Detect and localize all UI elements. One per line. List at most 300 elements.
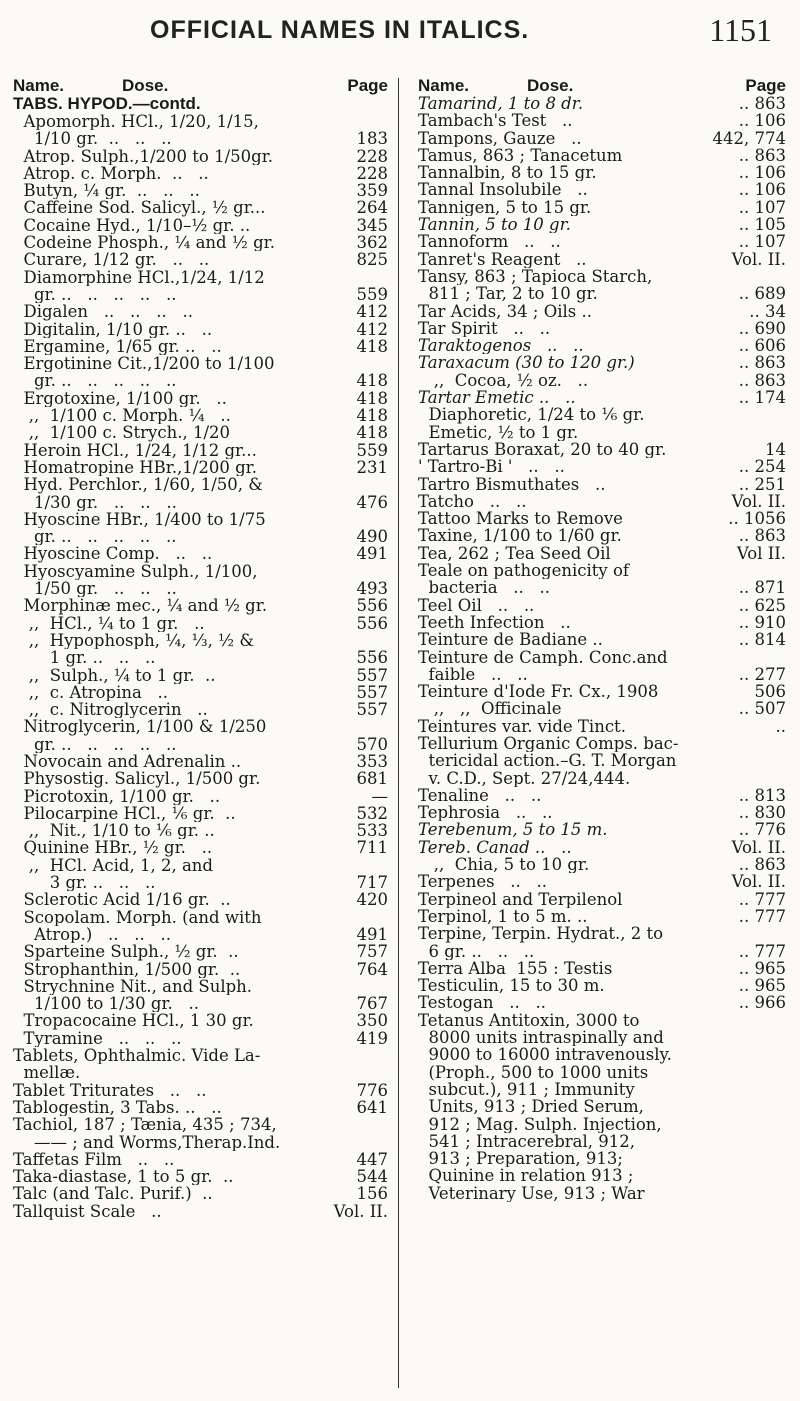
index-entry-line [418,1116,786,1133]
entry-page-ref: .. 965 [738,958,786,978]
index-entry-line [418,216,786,233]
running-head [0,10,800,58]
entry-text: Nitroglycerin, 1/100 & 1/250 [13,718,267,736]
entry-text: Taffetas Film .. .. [13,1150,175,1169]
index-entry-line [13,321,388,338]
entry-text: ,, c. Atropina .. [13,683,169,702]
entry-text: (Proph., 500 to 1000 units [418,1063,649,1081]
index-entry-line [13,1012,388,1029]
entry-text: Testiculin, 15 to 30 m. [418,977,605,995]
entry-text: Heroin HCl., 1/24, 1/12 gr... [13,441,257,459]
entry-text: Teinture de Badiane .. [418,631,603,649]
entry-text: 8000 units intraspinally and [418,1029,664,1047]
entry-text: Hyoscine Comp. .. .. [13,545,213,563]
entry-page-ref: 491 [356,924,388,944]
index-entry-line [418,1185,786,1202]
index-entry-line [13,770,388,787]
entry-page-ref: 825 [356,250,388,270]
index-entry-line [418,752,786,769]
index-entry-line [418,821,786,838]
entry-page-ref: .. 871 [738,578,786,598]
entry-page-ref: 556 [356,613,388,633]
entry-text: Physostig. Salicyl., 1/500 gr. [13,770,261,788]
entry-text: subcut.), 911 ; Immunity [418,1080,635,1099]
index-entry-line [13,1116,388,1133]
index-entry-line [13,269,388,286]
entry-text: Talc (and Talc. Purif.) .. [13,1185,213,1203]
entry-text: 541 ; Intracerebral, 912, [418,1132,635,1151]
entry-page-ref: .. 105 [738,215,786,235]
entry-text: Butyn, ¼ gr. .. .. .. [13,182,200,200]
entry-text: Atrop.) .. .. .. [13,925,171,944]
entry-text: ,, 1/100 c. Strych., 1/20 [13,424,231,442]
index-entry-line [13,632,388,649]
entry-page-ref: 231 [356,457,388,477]
index-entry-line [13,701,388,718]
index-entry-line [13,926,388,943]
entry-page-ref: 490 [356,527,388,547]
entry-text: 1/100 to 1/30 gr. .. [13,995,199,1013]
index-entry-line [13,597,388,614]
index-entry-line [13,822,388,839]
index-entry-line [418,527,786,544]
index-entry-line [418,112,786,129]
entry-text: Teeth Infection .. [418,613,571,632]
section-heading: TABS. HYPOD.—contd. [13,94,201,113]
index-entry-line [418,130,786,147]
index-entry-line [418,994,786,1011]
entry-page-ref: 532 [356,803,388,823]
entry-text: Tattoo Marks to Remove [418,510,623,528]
entry-text: Tallquist Scale .. [13,1202,162,1220]
entry-page-ref: Vol. II. [731,249,786,269]
right-entry-list [418,95,786,1202]
entry-page-ref: 559 [356,284,388,304]
entry-text: Tyramine .. .. .. [13,1029,182,1048]
index-entry-line [418,458,786,475]
index-entry-line [13,943,388,960]
entry-page-ref: 156 [356,1184,388,1204]
entry-text: Taraktogenos .. .. [418,337,584,355]
entry-text: Tephrosia .. .. [418,804,553,822]
index-entry-line [418,320,786,337]
entry-text: —— ; and Worms,Therap.Ind. [13,1133,281,1151]
index-entry-line [13,580,388,597]
entry-text: gr. .. .. .. .. .. [13,372,177,390]
index-entry-line [13,615,388,632]
entry-text: Diaphoretic, 1/24 to ⅙ gr. [418,406,645,424]
index-entry-line [13,839,388,856]
entry-page-ref: 491 [356,544,388,564]
entry-text: Teale on pathogenicity of [418,562,629,580]
index-entry-line [418,268,786,285]
entry-text: Apomorph. HCl., 1/20, 1/15, [13,113,259,131]
entry-text: Teinture de Camph. Conc.and [418,648,668,666]
entry-page-ref: .. 966 [738,993,786,1013]
entry-page-ref: .. 107 [738,232,786,252]
entry-text: Hyoscyamine Sulph., 1/100, [13,562,258,581]
entry-text: Tablet Triturates .. .. [13,1081,207,1099]
index-entry-line [418,1012,786,1029]
entry-page-ref: 711 [356,838,388,858]
index-entry-line [13,1082,388,1099]
index-entry-line [13,805,388,822]
entry-text: gr. .. .. .. .. .. [13,285,177,304]
entry-text: Emetic, ½ to 1 gr. [418,423,579,441]
index-entry-line [13,511,388,528]
index-entry-line [13,338,388,355]
entry-text: Tartro Bismuthates .. [418,475,606,493]
entry-text: Taka-diastase, 1 to 5 gr. .. [13,1168,234,1186]
entry-text: Units, 913 ; Dried Serum, [418,1098,644,1116]
entry-text: ' Tartro-Bi ' .. .. [418,458,565,476]
entry-text: Tar Spirit .. .. [418,319,551,338]
entry-page-ref: 559 [356,440,388,460]
entry-text: ,, ,, Officinale [418,700,562,718]
index-entry-line [418,891,786,908]
index-entry-line [418,579,786,596]
index-entry-line [418,908,786,925]
entry-page-ref: .. 174 [738,388,786,408]
entry-page-ref: .. 777 [738,889,786,909]
entry-page-ref: 570 [356,734,388,754]
entry-text: Testogan .. .. [418,994,546,1012]
entry-page-ref: 228 [356,163,388,183]
index-entry-line [418,666,786,683]
column-divider [398,78,399,1388]
entry-page-ref: .. 1056 [728,509,786,529]
entry-text: ,, Chia, 5 to 10 gr. [418,856,590,874]
index-entry-line [13,130,388,147]
entry-text: v. C.D., Sept. 27/24,444. [418,769,631,787]
left-column [13,76,388,1220]
index-entry-line [418,354,786,371]
index-entry-line [13,148,388,165]
colhead-dose: Dose. [122,76,169,95]
entry-text: Terpineol and Terpilenol [418,890,623,908]
index-entry-line [13,874,388,891]
entry-text: Tropacocaine HCl., 1 30 gr. [13,1012,254,1030]
index-entry-line [418,1081,786,1098]
index-entry-line [13,494,388,511]
index-entry-line [13,303,388,320]
entry-text: Tanret's Reagent .. [418,250,587,268]
entry-page-ref: 418 [356,423,388,443]
entry-page-ref: .. 251 [738,474,786,494]
entry-page-ref: 418 [356,388,388,408]
index-entry-line [418,735,786,752]
left-entry-list [13,113,388,1220]
index-entry-line [13,199,388,216]
index-entry-line [418,925,786,942]
index-entry-line [418,233,786,250]
index-entry-line [418,718,786,735]
index-entry-line [13,753,388,770]
entry-page-ref: Vol II. [736,543,786,563]
index-entry-line [418,1133,786,1150]
colhead-page: Page [745,76,786,95]
entry-text: Tablets, Ophthalmic. Vide La- [13,1047,261,1065]
entry-text: Teintures var. vide Tinct. [418,717,626,735]
entry-page-ref: 418 [356,371,388,391]
index-entry-line [13,1047,388,1064]
entry-text: Pilocarpine HCl., ⅙ gr. .. [13,804,236,823]
entry-text: Codeine Phosph., ¼ and ½ gr. [13,234,275,252]
entry-text: Tannalbin, 8 to 15 gr. [418,164,597,182]
index-entry-line [13,459,388,476]
index-entry-line [13,684,388,701]
index-entry-line [13,1099,388,1116]
entry-page-ref: .. 863 [738,94,786,113]
entry-text: Strophanthin, 1/500 gr. .. [13,960,241,978]
entry-page-ref: .. 507 [738,699,786,719]
index-entry-line [418,787,786,804]
entry-text: Tea, 262 ; Tea Seed Oil [418,544,611,563]
entry-text: ,, Hypophosph, ¼, ⅓, ½ & [13,631,255,650]
entry-text: ,, c. Nitroglycerin .. [13,701,208,719]
index-entry-line [418,147,786,164]
entry-text: 1/50 gr. .. .. .. [13,580,177,598]
entry-text: Picrotoxin, 1/100 gr. .. [13,787,221,805]
index-entry-line [418,683,786,700]
entry-text: Tannoform .. .. [418,233,561,251]
entry-text: Atrop. c. Morph. .. .. [13,164,209,183]
entry-text: faible .. .. [418,665,528,684]
entry-page-ref: .. 106 [738,163,786,183]
entry-page-ref: 362 [356,233,388,253]
entry-text: Tellurium Organic Comps. bac- [418,734,679,753]
entry-page-ref: 420 [356,890,388,910]
entry-page-ref: .. 863 [738,145,786,165]
index-entry-line [418,510,786,527]
entry-text: Tartarus Boraxat, 20 to 40 gr. [418,440,667,459]
entry-page-ref: .. 277 [738,664,786,684]
entry-page-ref: 757 [356,942,388,962]
index-entry-line [418,441,786,458]
entry-text: ,, Cocoa, ½ oz. .. [418,371,589,390]
entry-page-ref: .. 34 [749,301,786,321]
index-entry-line [13,978,388,995]
index-entry-line [13,1203,388,1220]
index-entry-line [13,165,388,182]
entry-text: Teel Oil .. .. [418,596,535,614]
index-entry-line [418,631,786,648]
entry-text: Taxine, 1/100 to 1/60 gr. [418,527,622,545]
entry-page-ref: 681 [356,769,388,789]
index-entry-line [13,476,388,493]
index-entry-line [13,788,388,805]
index-entry-line [418,95,786,112]
index-entry-line [418,545,786,562]
entry-page-ref: .. 863 [738,353,786,373]
entry-text: Tetanus Antitoxin, 3000 to [418,1011,640,1030]
index-entry-line [13,909,388,926]
entry-text: tericidal action.–G. T. Morgan [418,752,677,770]
entry-page-ref: Vol. II. [731,837,786,857]
entry-page-ref: .. 107 [738,197,786,217]
entry-page-ref: .. 910 [738,612,786,632]
entry-text: 9000 to 16000 intravenously. [418,1046,672,1064]
index-entry-line [13,528,388,545]
entry-page-ref: .. 830 [738,803,786,823]
entry-text: Terpenes .. .. [418,873,548,891]
entry-page-ref: 556 [356,596,388,616]
index-entry-line [418,337,786,354]
index-entry-line [418,597,786,614]
entry-page-ref: Vol. II. [333,1201,388,1221]
index-entry-line [13,286,388,303]
entry-text: Morphinæ mec., ¼ and ½ gr. [13,597,268,615]
index-entry-line [13,961,388,978]
entry-text: Tartar Emetic .. .. [418,389,576,407]
index-entry-line [13,251,388,268]
entry-text: Homatropine HBr.,1/200 gr. [13,458,257,477]
index-entry-line [418,977,786,994]
entry-text: Caffeine Sod. Salicyl., ½ gr... [13,199,266,217]
index-entry-line [13,1168,388,1185]
entry-page-ref: .. 965 [738,976,786,996]
entry-text: ,, Sulph., ¼ to 1 gr. .. [13,666,216,684]
index-entry-line [418,181,786,198]
entry-page-ref: .. 814 [738,630,786,650]
index-entry-line [418,960,786,977]
entry-page-ref: 493 [356,579,388,599]
entry-text: Terpine, Terpin. Hydrat., 2 to [418,925,664,943]
colhead-dose: Dose. [527,76,574,95]
index-entry-line [13,234,388,251]
index-entry-line [13,563,388,580]
index-entry-line [13,891,388,908]
index-entry-line [13,1030,388,1047]
entry-page-ref: .. 777 [738,941,786,961]
index-entry-line [418,770,786,787]
entry-text: Ergamine, 1/65 gr. .. .. [13,337,222,356]
entry-text: Digalen .. .. .. .. [13,303,193,321]
page-number: 1151 [709,12,772,48]
index-entry-line [418,285,786,302]
entry-page-ref: 506 [754,682,786,702]
entry-text: mellæ. [13,1064,81,1082]
entry-text: Taraxacum (30 to 120 gr.) [418,354,635,372]
entry-page-ref: 353 [356,751,388,771]
entry-page-ref: 419 [356,1028,388,1048]
entry-page-ref: 776 [356,1080,388,1100]
index-entry-line [418,700,786,717]
entry-text: Tereb. Canad .. .. [418,838,572,857]
index-entry-line [13,372,388,389]
entry-text: 912 ; Mag. Sulph. Injection, [418,1115,662,1133]
right-column [418,76,786,1202]
entry-page-ref: .. 813 [738,785,786,805]
entry-text: Veterinary Use, 913 ; War [418,1184,645,1202]
index-entry-line [418,251,786,268]
entry-page-ref: .. 606 [738,336,786,356]
right-column-header [418,76,786,95]
entry-page-ref: .. 689 [738,284,786,304]
entry-page-ref: Vol. II. [731,491,786,511]
entry-text: Tenaline .. .. [418,786,542,805]
entry-text: ,, HCl. Acid, 1, 2, and [13,856,213,875]
left-column-header [13,76,388,95]
entry-page-ref: 544 [356,1167,388,1187]
entry-page-ref: 418 [356,336,388,356]
entry-text: gr. .. .. .. .. .. [13,528,177,546]
index-entry-line [418,1064,786,1081]
index-entry-line [418,493,786,510]
entry-page-ref: 533 [356,821,388,841]
entry-text: ,, HCl., ¼ to 1 gr. .. [13,614,205,632]
entry-page-ref: .. 863 [738,526,786,546]
entry-page-ref: 264 [356,198,388,218]
index-entry-line [418,614,786,631]
index-entry-line [418,164,786,181]
entry-page-ref: 228 [356,146,388,166]
entry-page-ref: .. 863 [738,855,786,875]
entry-page-ref: .. 690 [738,318,786,338]
entry-text: Tachiol, 187 ; Tænia, 435 ; 734, [13,1116,277,1134]
entry-page-ref: 476 [356,492,388,512]
entry-page-ref: .. 106 [738,180,786,200]
colhead-page: Page [347,76,388,95]
colhead-name: Name. [418,76,470,95]
entry-page-ref: Vol. II. [731,872,786,892]
entry-page-ref: 183 [356,129,388,149]
entry-text: Scopolam. Morph. (and with [13,908,262,926]
entry-page-ref: 557 [356,682,388,702]
entry-text: Hyoscine HBr., 1/400 to 1/75 [13,510,266,529]
entry-page-ref: 764 [356,959,388,979]
entry-text: Tannin, 5 to 10 gr. [418,216,571,234]
index-entry-line [418,943,786,960]
index-entry-line [418,372,786,389]
entry-text: gr. .. .. .. .. .. [13,735,177,753]
entry-text: Novocain and Adrenalin .. [13,752,242,771]
entry-text: Tatcho .. .. [418,492,527,511]
entry-text: Quinine in relation 913 ; [418,1167,634,1185]
index-entry-line [13,217,388,234]
entry-page-ref: 717 [356,873,388,893]
entry-page-ref: 412 [356,302,388,322]
entry-text: Tannal Insolubile .. [418,181,588,199]
entry-text: 1/30 gr. .. .. .. [13,493,177,511]
index-entry-line [418,649,786,666]
index-entry-line [418,389,786,406]
index-entry-line [13,1064,388,1081]
entry-page-ref: .. 625 [738,595,786,615]
index-entry-line [418,1029,786,1046]
index-entry-line [13,718,388,735]
entry-page-ref: 447 [356,1149,388,1169]
index-entry-line [13,649,388,666]
entry-text: 1/10 gr. .. .. .. [13,130,172,148]
index-entry-line [13,390,388,407]
index-entry-line [13,545,388,562]
index-entry-line [418,1098,786,1115]
index-entry-line [13,407,388,424]
index-entry-line [418,476,786,493]
entry-text: Tamus, 863 ; Tanacetum [418,146,623,165]
entry-text: Digitalin, 1/10 gr. .. .. [13,320,213,338]
entry-page-ref: .. 776 [738,820,786,840]
entry-text: 1 gr. .. .. .. [13,649,156,667]
entry-text: Terebenum, 5 to 15 m. [418,821,608,839]
entry-text: 811 ; Tar, 2 to 10 gr. [418,285,598,303]
entry-page-ref: 359 [356,181,388,201]
index-entry-line [13,113,388,130]
colhead-name: Name. [13,76,65,95]
entry-page-ref: — [371,786,388,806]
entry-page-ref: .. 254 [738,457,786,477]
